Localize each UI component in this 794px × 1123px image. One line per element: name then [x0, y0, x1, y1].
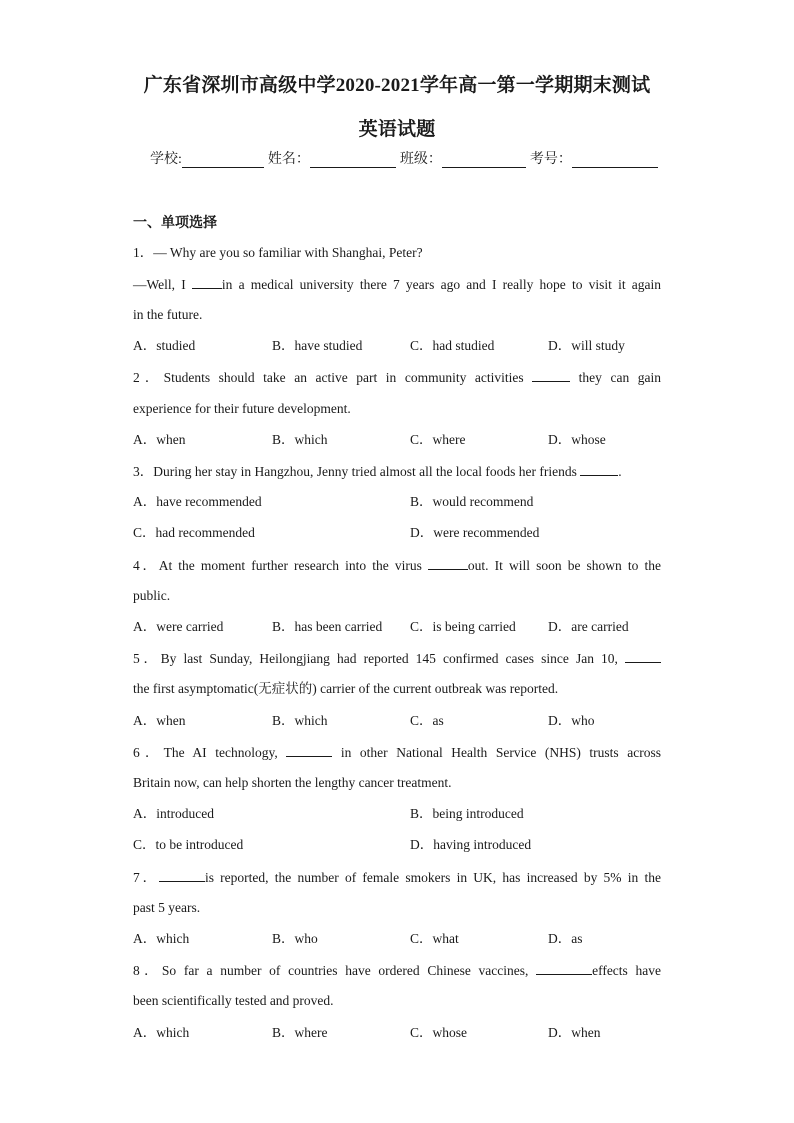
- answer-blank: [580, 462, 618, 476]
- exam-subtitle: 英语试题: [358, 119, 436, 140]
- question-1-line-2: —Well, I in a medical university there 7 years ago and I really hope to visit it again: [133, 277, 661, 292]
- option-a[interactable]: A．which: [133, 1025, 190, 1040]
- option-d[interactable]: D．as: [548, 931, 583, 946]
- question-5-options: [133, 712, 673, 730]
- option-b[interactable]: B．being introduced: [410, 806, 524, 821]
- option-c[interactable]: C．whose: [410, 1025, 467, 1040]
- question-6-options-row-1: [133, 805, 673, 823]
- option-c[interactable]: C．what: [410, 931, 459, 946]
- option-a[interactable]: A．studied: [133, 338, 196, 353]
- question-2-line-2: experience for their future development.: [133, 401, 351, 416]
- option-d[interactable]: D．having introduced: [410, 837, 532, 852]
- question-1-line-1: 1．— Why are you so familiar with Shanghai, Peter?: [133, 245, 423, 260]
- answer-blank: [532, 368, 570, 382]
- answer-blank: [159, 868, 205, 882]
- option-b[interactable]: B．would recommend: [410, 494, 534, 509]
- question-4-options: [133, 618, 673, 636]
- option-c[interactable]: C．had studied: [410, 338, 495, 353]
- option-b[interactable]: B．where: [272, 1025, 328, 1040]
- answer-blank: [625, 649, 661, 663]
- question-6-options-row-2: [133, 836, 673, 854]
- name-blank[interactable]: [310, 153, 396, 168]
- option-b[interactable]: B．who: [272, 931, 318, 946]
- option-b[interactable]: B．has been carried: [272, 619, 383, 634]
- question-1-options: [133, 337, 673, 355]
- class-blank[interactable]: [442, 153, 526, 168]
- option-b[interactable]: B．which: [272, 713, 328, 728]
- question-8-line-2: been scientifically tested and proved.: [133, 993, 334, 1008]
- student-info-row: [150, 148, 662, 168]
- question-4-line-1: 4．At the moment further research into the virus out. It will soon be shown to the: [133, 558, 661, 573]
- question-1-line-3: in the future.: [133, 307, 203, 322]
- question-6-line-2: Britain now, can help shorten the lengthy cancer treatment.: [133, 775, 452, 790]
- answer-blank: [428, 556, 468, 570]
- question-8-line-1: 8．So far a number of countries have ordered Chinese vaccines, effects have: [133, 963, 661, 978]
- question-5-line-1: 5．By last Sunday, Heilongjiang had reported 145 confirmed cases since Jan 10,: [133, 649, 661, 668]
- question-5-line-2: the first asymptomatic(无症状的) carrier of the current outbreak was reported.: [133, 681, 559, 696]
- option-d[interactable]: D．when: [548, 1025, 601, 1040]
- option-c[interactable]: C．to be introduced: [133, 837, 244, 852]
- question-3-options-row-1: [133, 493, 673, 511]
- option-a[interactable]: A．have recommended: [133, 494, 262, 509]
- option-a[interactable]: A．introduced: [133, 806, 214, 821]
- option-a[interactable]: A．which: [133, 931, 190, 946]
- question-4-line-2: public.: [133, 588, 171, 603]
- option-a[interactable]: A．when: [133, 432, 186, 447]
- answer-blank: [536, 961, 592, 975]
- question-3-line-1: 3．During her stay in Hangzhou, Jenny tried almost all the local foods her friends .: [133, 464, 622, 479]
- option-c[interactable]: C．is being carried: [410, 619, 516, 634]
- school-blank[interactable]: [182, 153, 264, 168]
- name-label: 姓名：: [267, 152, 310, 167]
- option-c[interactable]: C．where: [410, 432, 466, 447]
- option-d[interactable]: D．were recommended: [410, 525, 540, 540]
- option-d[interactable]: D．who: [548, 713, 595, 728]
- question-2-options: [133, 431, 673, 449]
- option-d[interactable]: D．will study: [548, 338, 625, 353]
- option-c[interactable]: C．as: [410, 713, 444, 728]
- question-7-options: [133, 930, 673, 948]
- option-a[interactable]: A．were carried: [133, 619, 224, 634]
- exam-title: 广东省深圳市高级中学2020-2021学年高一第一学期期末测试: [143, 75, 651, 96]
- class-label: 班级：: [399, 152, 442, 167]
- school-label: 学校:: [150, 152, 182, 167]
- question-7-line-1: 7． is reported, the number of female smokers in UK, has increased by 5% in the: [133, 870, 661, 885]
- question-2-line-1: 2．Students should take an active part in community activities they can gain: [133, 370, 661, 385]
- question-6-line-1: 6．The AI technology, in other National Health Service (NHS) trusts across: [133, 745, 661, 760]
- question-7-line-2: past 5 years.: [133, 900, 201, 915]
- section-title: 一、单项选择: [133, 216, 217, 231]
- option-d[interactable]: D．are carried: [548, 619, 629, 634]
- option-d[interactable]: D．whose: [548, 432, 606, 447]
- option-b[interactable]: B．which: [272, 432, 328, 447]
- answer-blank: [192, 275, 222, 289]
- option-b[interactable]: B．have studied: [272, 338, 363, 353]
- question-8-options: [133, 1024, 673, 1042]
- option-c[interactable]: C．had recommended: [133, 525, 255, 540]
- exam-number-label: 考号：: [529, 152, 572, 167]
- exam-number-blank[interactable]: [572, 153, 658, 168]
- answer-blank: [286, 743, 332, 757]
- question-3-options-row-2: [133, 524, 673, 542]
- option-a[interactable]: A．when: [133, 713, 186, 728]
